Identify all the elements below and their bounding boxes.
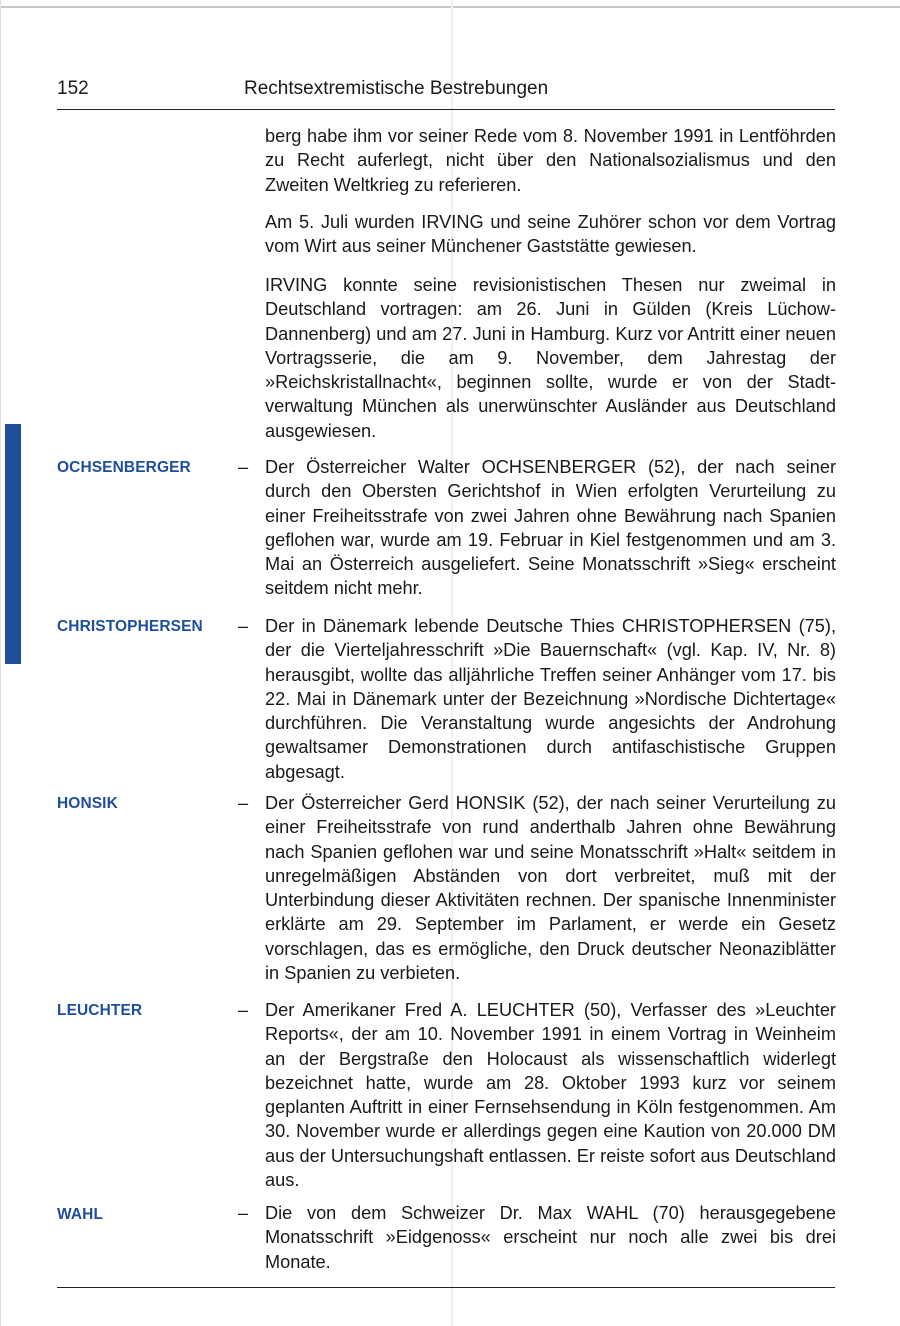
entry-dash: – bbox=[238, 793, 249, 813]
paragraph-irving-lectures: IRVING konnte seine revisionistischen Thesen nur zweimal in Deutschland vortragen: am 26. Juni in Gülden (Kreis Lüchow-Dannenberg) und am 27. Juni in Hamburg. Kurz vor Antritt einer neuen Vortragsserie, die am 9. November, dem Jahrestag der »Reichskristallnacht«, beginnen sollte, wurde er von der Stadtverwaltung München als unerwünschter Ausländer aus Deutschland ausgewiesen. bbox=[265, 275, 836, 441]
entry-text-ochsenberger: Der Österreicher Walter OCHSENBERGER (52), der nach seiner durch den Obersten Gerichtshof in Wien erfolgten Verurteilung zu einer Freiheitsstrafe von zwei Jahren ohne Bewährung nach Spanien geflohen war, wurde am 19. Februar in Kiel festgenommen und am 3. Mai an Österreich ausgeliefert. Seine Monatsschrift »Sieg« erscheint seitdem nicht mehr. bbox=[265, 457, 836, 599]
header-rule bbox=[57, 109, 835, 110]
paragraph-irving-munich: Am 5. Juli wurden IRVING und seine Zuhörer schon vor dem Vortrag vom Wirt aus seiner Münchener Gaststätte gewiesen. bbox=[265, 212, 836, 257]
side-label-ochsenberger: OCHSENBERGER bbox=[57, 459, 191, 476]
side-label-honsik: HONSIK bbox=[57, 795, 118, 812]
side-label-christophersen: CHRISTOPHERSEN bbox=[57, 618, 203, 635]
running-head: Rechtsextremistische Bestrebungen bbox=[244, 78, 549, 99]
scan-left-edge bbox=[0, 0, 1, 1326]
side-label-leuchter: LEUCHTER bbox=[57, 1002, 143, 1019]
entry-text-wahl: Die von dem Schweizer Dr. Max WAHL (70) herausgegebene Monatsschrift »Eidgenoss« erscheint nur noch alle zwei bis drei Monate. bbox=[265, 1203, 836, 1272]
paragraph-continuation: berg habe ihm vor seiner Rede vom 8. November 1991 in Lentföhrden zu Recht auferlegt, nicht über den Nationalsozialismus und den Zweiten Weltkrieg zu referieren. bbox=[265, 126, 836, 195]
side-label-wahl: WAHL bbox=[57, 1206, 104, 1223]
entry-text-leuchter: Der Amerikaner Fred A. LEUCHTER (50), Verfasser des »Leuchter Reports«, der am 10. November 1991 in einem Vortrag in Weinheim an der Bergstraße den Holocaust als wissenschaftlich widerlegt bezeichnet hatte, wurde am 28. Oktober 1993 kurz vor seinem geplanten Auftritt in einer Fernsehsendung in Köln festgenommen. Am 30. November wurde er allerdings gegen eine Kaution von 20.000 DM aus der Untersuchungshaft entlassen. Er reiste sofort aus Deutschland aus. bbox=[265, 1000, 836, 1191]
entry-dash: – bbox=[238, 457, 249, 477]
scan-top-edge bbox=[0, 6, 900, 8]
entry-text-honsik: Der Österreicher Gerd HONSIK (52), der nach seiner Verurteilung zu einer Freiheitsstrafe von rund anderthalb Jahren ohne Bewährung nach Spanien geflohen war und seine Monatsschrift »Halt« seitdem in unregelmäßigen Abständen von dort verbreitet, muß mit der Unterbindung dieser Aktivitäten rechnen. Der spanische Innenminister erklärte am 29. September im Parlament, er werde ein Gesetz vorschlagen, das es ermögliche, den Druck deutscher Neonaziblätter in Spanien zu verbieten. bbox=[265, 793, 836, 984]
entry-dash: – bbox=[238, 616, 249, 636]
entry-text-christophersen: Der in Dänemark lebende Deutsche Thies CHRISTOPHERSEN (75), der die Vierteljahresschrift »Die Bauernschaft« (vgl. Kap. IV, Nr. 8) herausgibt, wollte das alljährliche Treffen seiner Anhänger vom 17. bis 22. Mai in Dänemark unter der Bezeichnung »Nordische Dichtertage« durchführen. Die Veranstaltung wurde angesichts der Androhung gewaltsamer Demonstrationen durch antifaschistische Gruppen abgesagt. bbox=[265, 616, 836, 782]
footer-rule bbox=[57, 1287, 835, 1288]
entry-dash: – bbox=[238, 1000, 249, 1020]
page-number: 152 bbox=[57, 78, 89, 99]
entry-dash: – bbox=[238, 1203, 249, 1223]
margin-marker-bar bbox=[5, 424, 21, 664]
